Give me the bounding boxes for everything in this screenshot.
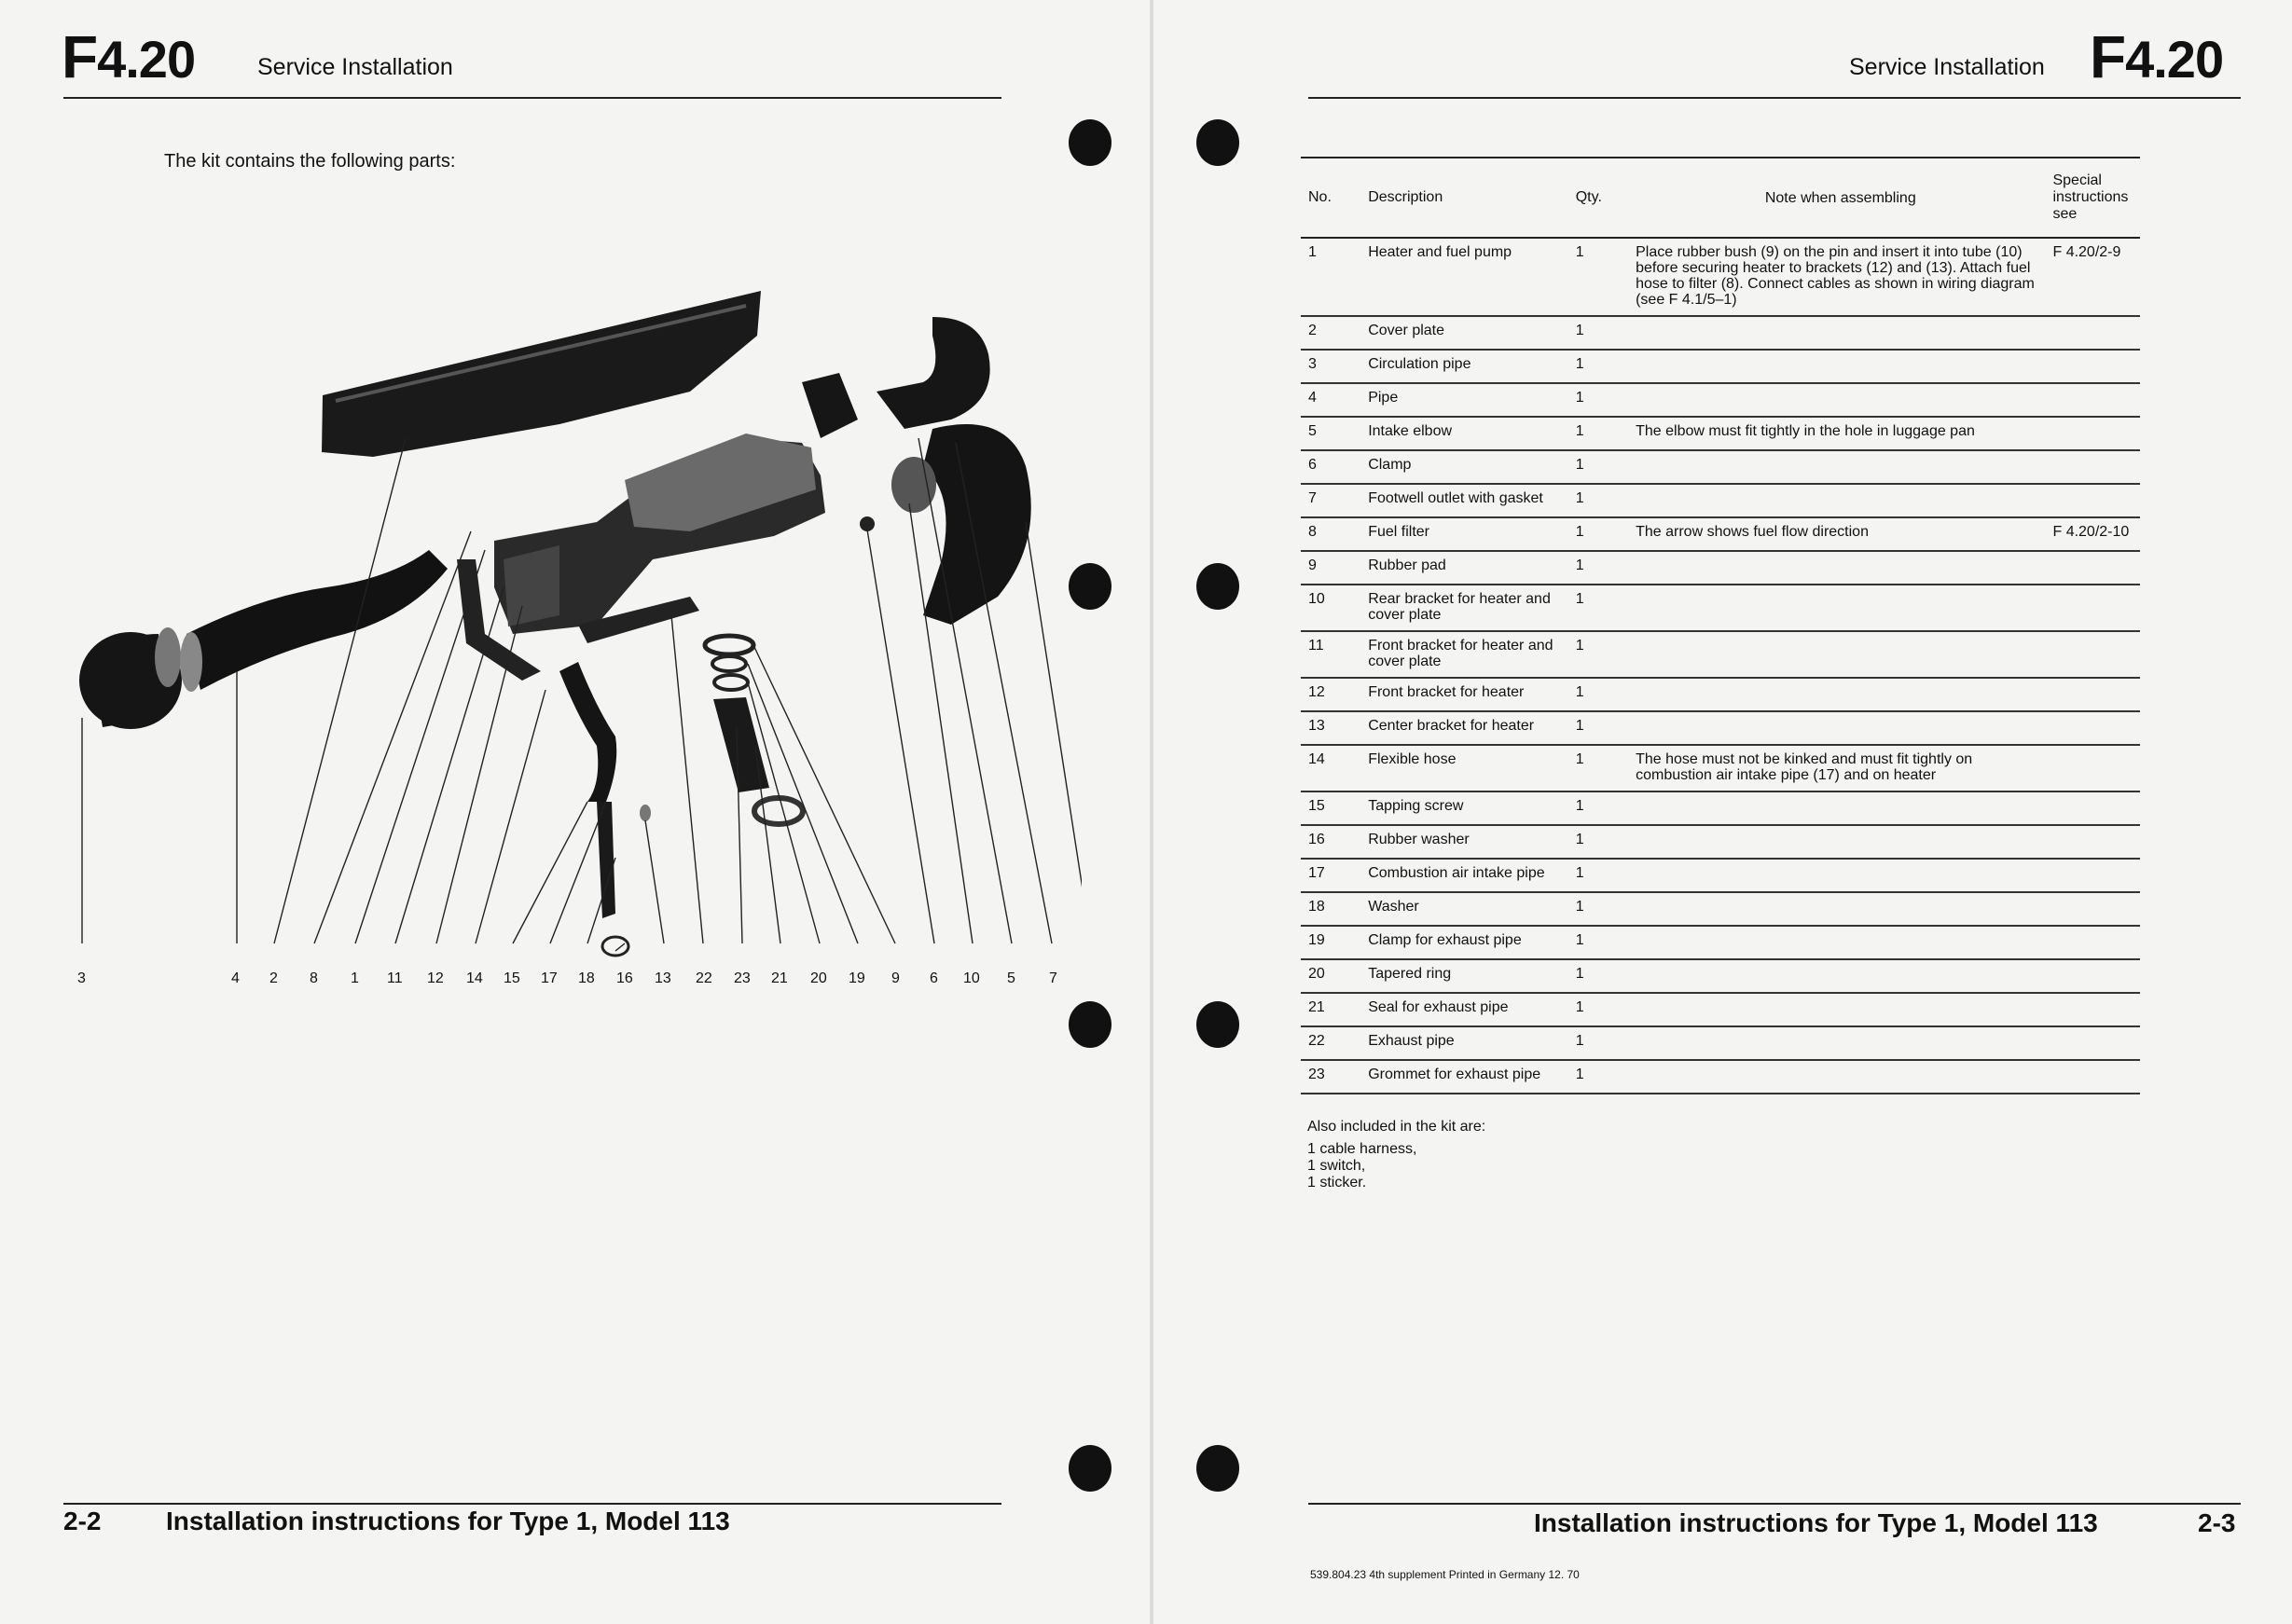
part-qty-cell: 1: [1572, 238, 1632, 316]
callout-11: 11: [387, 970, 403, 986]
part-special-cell: [2049, 959, 2140, 993]
table-row: [1301, 484, 2140, 517]
right-page-title: Service Installation: [1849, 54, 2045, 80]
elbow-opening: [155, 627, 181, 687]
part-description-cell: Rubber pad: [1364, 551, 1572, 585]
part-description-cell: Footwell outlet with gasket: [1364, 484, 1572, 517]
binder-hole: [1196, 563, 1239, 610]
part-qty-cell: 1: [1572, 745, 1632, 791]
table-row: [1301, 383, 2140, 417]
table-row: [1301, 450, 2140, 484]
part-number-cell: 20: [1301, 959, 1364, 993]
part-number-cell: 10: [1301, 585, 1364, 631]
column-header-no: No.: [1301, 158, 1364, 238]
part-special-cell: [2049, 745, 2140, 791]
part-special-cell: [2049, 484, 2140, 517]
left-code-prefix: F: [62, 23, 98, 90]
tapered-ring-illustration: [712, 656, 746, 671]
part-special-cell: [2049, 993, 2140, 1026]
binder-hole: [1069, 563, 1111, 610]
callout-3: 3: [77, 970, 86, 986]
also-included-item: 1 sticker.: [1307, 1175, 1367, 1190]
part-special-cell: [2049, 383, 2140, 417]
parts-table: [1301, 157, 2140, 1094]
callout-4: 4: [231, 970, 240, 986]
table-row: [1301, 551, 2140, 585]
part-description-cell: Clamp: [1364, 450, 1572, 484]
left-code-number: 4.20: [97, 30, 196, 89]
part-number-cell: 15: [1301, 791, 1364, 825]
part-description-cell: Pipe: [1364, 383, 1572, 417]
part-note-cell: [1632, 959, 2049, 993]
footwell-outlet-illustration: [923, 424, 1031, 625]
footwell-outlet-opening: [891, 457, 936, 513]
also-included-heading: Also included in the kit are:: [1307, 1119, 1486, 1135]
part-special-cell: [2049, 450, 2140, 484]
part-description-cell: Washer: [1364, 892, 1572, 926]
callout-10: 10: [963, 970, 980, 986]
part-qty-cell: 1: [1572, 678, 1632, 711]
part-special-cell: [2049, 551, 2140, 585]
part-qty-cell: 1: [1572, 892, 1632, 926]
part-note-cell: [1632, 1026, 2049, 1060]
table-row: [1301, 631, 2140, 678]
part-special-cell: [2049, 791, 2140, 825]
part-special-cell: [2049, 859, 2140, 892]
part-number-cell: 3: [1301, 350, 1364, 383]
binder-hole: [1069, 119, 1111, 166]
table-row: [1301, 791, 2140, 825]
table-row: [1301, 1026, 2140, 1060]
part-description-cell: Grommet for exhaust pipe: [1364, 1060, 1572, 1094]
table-row: [1301, 517, 2140, 551]
part-note-cell: [1632, 1060, 2049, 1094]
also-included-item: 1 cable harness,: [1307, 1141, 1417, 1157]
clamp-exhaust-illustration: [705, 636, 753, 654]
part-description-cell: Tapping screw: [1364, 791, 1572, 825]
part-number-cell: 22: [1301, 1026, 1364, 1060]
callout-23: 23: [734, 970, 751, 986]
callout-19: 19: [849, 970, 865, 986]
table-row: [1301, 678, 2140, 711]
part-qty-cell: 1: [1572, 959, 1632, 993]
part-description-cell: Front bracket for heater: [1364, 678, 1572, 711]
part-qty-cell: 1: [1572, 316, 1632, 350]
seal-illustration: [714, 675, 748, 690]
part-special-cell: [2049, 926, 2140, 959]
table-row: [1301, 745, 2140, 791]
part-note-cell: [1632, 711, 2049, 745]
part-qty-cell: 1: [1572, 551, 1632, 585]
part-number-cell: 19: [1301, 926, 1364, 959]
part-number-cell: 16: [1301, 825, 1364, 859]
left-page-code: [62, 22, 195, 91]
callout-18: 18: [578, 970, 595, 986]
right-code-prefix: F: [2090, 23, 2126, 90]
part-number-cell: 4: [1301, 383, 1364, 417]
part-number-cell: 21: [1301, 993, 1364, 1026]
column-header-description: Description: [1364, 158, 1572, 238]
right-footer-rule: [1308, 1503, 2241, 1505]
part-note-cell: [1632, 484, 2049, 517]
part-qty-cell: 1: [1572, 711, 1632, 745]
part-special-cell: [2049, 417, 2140, 450]
part-special-cell: [2049, 316, 2140, 350]
part-number-cell: 9: [1301, 551, 1364, 585]
callout-21: 21: [771, 970, 788, 986]
special-header-line-1: Special: [2052, 172, 2102, 188]
left-footer-rule: [63, 1503, 1001, 1505]
part-note-cell: The hose must not be kinked and must fit tightly on combustion air intake pipe (17) and on heater: [1632, 745, 2049, 791]
part-description-cell: Clamp for exhaust pipe: [1364, 926, 1572, 959]
part-note-cell: The elbow must fit tightly in the hole in luggage pan: [1632, 417, 2049, 450]
callout-2: 2: [269, 970, 278, 986]
right-page: [1152, 0, 2292, 1624]
pipe-illustration: [186, 550, 448, 690]
table-row: [1301, 859, 2140, 892]
part-qty-cell: 1: [1572, 926, 1632, 959]
parts-table-body: [1301, 238, 2140, 1094]
part-note-cell: [1632, 316, 2049, 350]
right-footer-title: Installation instructions for Type 1, Model 113: [1534, 1508, 2098, 1537]
part-number-cell: 14: [1301, 745, 1364, 791]
rubber-pad-illustration: [860, 516, 875, 531]
part-note-cell: [1632, 993, 2049, 1026]
also-included-item: 1 switch,: [1307, 1158, 1366, 1174]
part-note-cell: [1632, 825, 2049, 859]
part-description-cell: Tapered ring: [1364, 959, 1572, 993]
part-description-cell: Fuel filter: [1364, 517, 1572, 551]
part-special-cell: [2049, 825, 2140, 859]
part-qty-cell: 1: [1572, 517, 1632, 551]
part-description-cell: Intake elbow: [1364, 417, 1572, 450]
intake-elbow-flange: [802, 373, 858, 438]
special-header-line-3: see: [2052, 206, 2078, 222]
part-number-cell: 5: [1301, 417, 1364, 450]
part-qty-cell: 1: [1572, 383, 1632, 417]
part-number-cell: 6: [1301, 450, 1364, 484]
callout-22: 22: [696, 970, 712, 986]
left-page-number: 2-2: [63, 1507, 102, 1535]
part-qty-cell: 1: [1572, 993, 1632, 1026]
part-note-cell: [1632, 859, 2049, 892]
callout-1: 1: [351, 970, 359, 986]
callout-12: 12: [427, 970, 444, 986]
flexible-hose-illustration: [559, 662, 616, 802]
callout-15: 15: [504, 970, 520, 986]
part-description-cell: Flexible hose: [1364, 745, 1572, 791]
part-number-cell: 11: [1301, 631, 1364, 678]
grommet-illustration: [754, 798, 803, 824]
exhaust-pipe-illustration: [713, 697, 769, 792]
right-page-number: 2-3: [2198, 1508, 2236, 1537]
table-row: [1301, 585, 2140, 631]
left-footer-title: Installation instructions for Type 1, Model 113: [166, 1507, 730, 1535]
part-description-cell: Rear bracket for heater and cover plate: [1364, 585, 1572, 631]
binder-hole: [1069, 1445, 1111, 1492]
callout-numbers: [77, 970, 1057, 986]
binder-hole: [1196, 119, 1239, 166]
parts-table-header: [1301, 158, 2140, 238]
special-header-line-2: instructions: [2052, 189, 2129, 205]
part-special-cell: [2049, 1060, 2140, 1094]
column-header-qty: Qty.: [1572, 158, 1632, 238]
part-note-cell: [1632, 791, 2049, 825]
binder-hole: [1196, 1445, 1239, 1492]
exploded-parts-diagram: [37, 280, 1082, 1007]
table-row: [1301, 417, 2140, 450]
part-note-cell: [1632, 450, 2049, 484]
part-qty-cell: 1: [1572, 1026, 1632, 1060]
part-description-cell: Heater and fuel pump: [1364, 238, 1572, 316]
part-qty-cell: 1: [1572, 585, 1632, 631]
imprint-line: 539.804.23 4th supplement Printed in Germany 12. 70: [1310, 1568, 1580, 1581]
part-note-cell: [1632, 585, 2049, 631]
part-special-cell: [2049, 711, 2140, 745]
part-special-cell: [2049, 892, 2140, 926]
part-qty-cell: 1: [1572, 859, 1632, 892]
column-header-note: Note when assembling: [1632, 158, 2049, 238]
callout-8: 8: [310, 970, 318, 986]
left-header-rule: [63, 97, 1001, 99]
binder-hole: [1069, 1001, 1111, 1048]
part-note-cell: Place rubber bush (9) on the pin and insert it into tube (10) before securing heater to brackets (12) and (13). Attach fuel hose to filter (8). Connect cables as shown in wiring diagram (see F 4.1/5–1): [1632, 238, 2049, 316]
column-header-special: [2049, 158, 2140, 238]
part-description-cell: Combustion air intake pipe: [1364, 859, 1572, 892]
part-description-cell: Circulation pipe: [1364, 350, 1572, 383]
part-special-cell: [2049, 678, 2140, 711]
right-page-code: [2090, 22, 2223, 91]
pipe-opening: [180, 632, 202, 692]
intake-elbow-illustration: [877, 317, 990, 429]
part-note-cell: [1632, 926, 2049, 959]
callout-9: 9: [891, 970, 900, 986]
part-number-cell: 12: [1301, 678, 1364, 711]
part-number-cell: 1: [1301, 238, 1364, 316]
part-special-cell: F 4.20/2-9: [2049, 238, 2140, 316]
part-qty-cell: 1: [1572, 631, 1632, 678]
part-note-cell: [1632, 678, 2049, 711]
callout-5: 5: [1007, 970, 1015, 986]
part-special-cell: [2049, 585, 2140, 631]
table-row: [1301, 825, 2140, 859]
part-description-cell: Cover plate: [1364, 316, 1572, 350]
part-description-cell: Front bracket for heater and cover plate: [1364, 631, 1572, 678]
part-qty-cell: 1: [1572, 1060, 1632, 1094]
part-number-cell: 8: [1301, 517, 1364, 551]
table-row: [1301, 926, 2140, 959]
callout-20: 20: [810, 970, 827, 986]
table-row: [1301, 1060, 2140, 1094]
part-note-cell: [1632, 383, 2049, 417]
table-row: [1301, 993, 2140, 1026]
part-number-cell: 17: [1301, 859, 1364, 892]
washer-illustration: [602, 937, 628, 956]
part-number-cell: 13: [1301, 711, 1364, 745]
callout-17: 17: [541, 970, 558, 986]
kit-intro-text: The kit contains the following parts:: [164, 151, 456, 172]
heater-front: [504, 545, 559, 626]
part-qty-cell: 1: [1572, 450, 1632, 484]
part-number-cell: 23: [1301, 1060, 1364, 1094]
part-qty-cell: 1: [1572, 791, 1632, 825]
binder-hole: [1196, 1001, 1239, 1048]
callout-13: 13: [655, 970, 671, 986]
part-note-cell: [1632, 350, 2049, 383]
part-special-cell: [2049, 631, 2140, 678]
right-code-number: 4.20: [2125, 30, 2224, 89]
part-note-cell: The arrow shows fuel flow direction: [1632, 517, 2049, 551]
part-description-cell: Exhaust pipe: [1364, 1026, 1572, 1060]
callout-6: 6: [930, 970, 938, 986]
part-qty-cell: 1: [1572, 825, 1632, 859]
part-note-cell: [1632, 892, 2049, 926]
part-qty-cell: 1: [1572, 350, 1632, 383]
callout-16: 16: [616, 970, 633, 986]
part-special-cell: F 4.20/2-10: [2049, 517, 2140, 551]
part-note-cell: [1632, 631, 2049, 678]
part-description-cell: Center bracket for heater: [1364, 711, 1572, 745]
table-row: [1301, 316, 2140, 350]
part-number-cell: 7: [1301, 484, 1364, 517]
also-included-block: [1307, 1119, 1485, 1191]
callout-14: 14: [466, 970, 483, 986]
part-qty-cell: 1: [1572, 484, 1632, 517]
rubber-washer-illustration: [640, 805, 651, 821]
table-row: [1301, 959, 2140, 993]
part-note-cell: [1632, 551, 2049, 585]
right-header-rule: [1308, 97, 2241, 99]
callout-7: 7: [1049, 970, 1057, 986]
table-row: [1301, 892, 2140, 926]
table-row: [1301, 350, 2140, 383]
part-description-cell: Rubber washer: [1364, 825, 1572, 859]
table-row: [1301, 238, 2140, 316]
table-row: [1301, 711, 2140, 745]
part-special-cell: [2049, 1026, 2140, 1060]
part-special-cell: [2049, 350, 2140, 383]
part-qty-cell: 1: [1572, 417, 1632, 450]
part-number-cell: 18: [1301, 892, 1364, 926]
part-number-cell: 2: [1301, 316, 1364, 350]
part-description-cell: Seal for exhaust pipe: [1364, 993, 1572, 1026]
left-page-title: Service Installation: [257, 54, 453, 80]
